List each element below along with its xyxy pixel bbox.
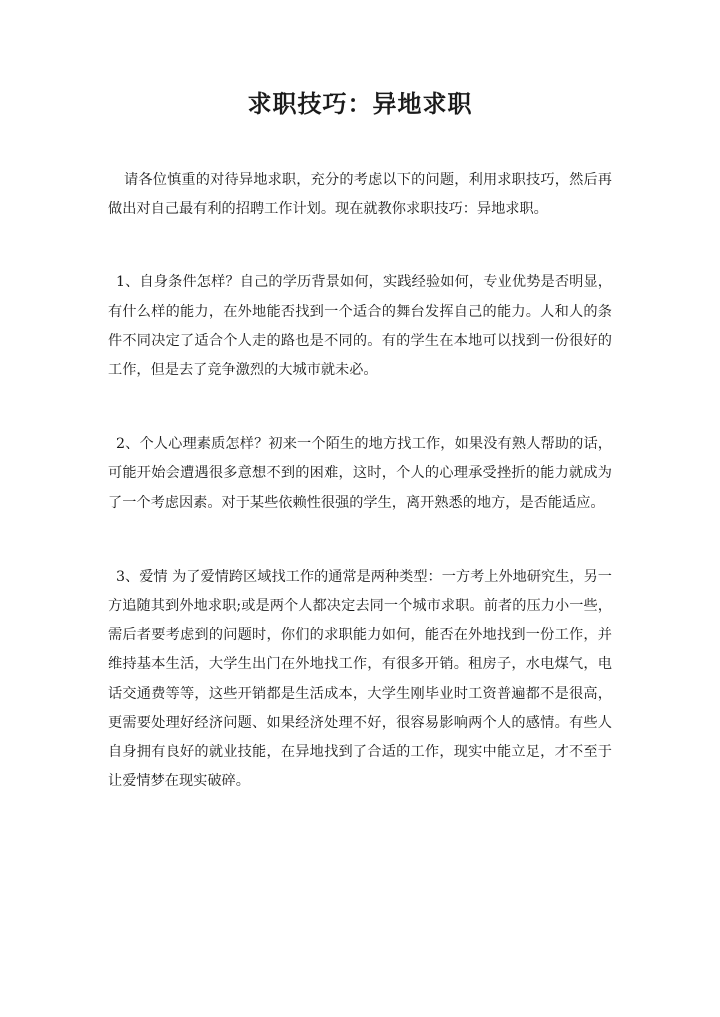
section-paragraph-1: 1、自身条件怎样？自己的学历背景如何，实践经验如何，专业优势是否明显，有什么样的能力，在外地能否找到一个适合的舞台发挥自己的能力。人和人的条件不同决定了适合个人走的路也是不同的。有的学生在本地可以找到一份很好的工作，但是去了竞争激烈的大城市就未必。 — [108, 274, 612, 379]
intro-paragraph: 请各位慎重的对待异地求职，充分的考虑以下的问题，利用求职技巧，然后再做出对自己最有利的招聘工作计划。现在就教你求职技巧：异地求职。 — [108, 172, 612, 218]
section-paragraph-3: 3、爱情 为了爱情跨区域找工作的通常是两种类型：一方考上外地研究生，另一方追随其到外地求职;或是两个人都决定去同一个城市求职。前者的压力小一些，需后者要考虑到的问题时，你们的求职能力如何，能否在外地找到一份工作，并维持基本生活，大学生出门在外地找工作，有很多开销。租房子，水电煤气，电话交通费等等，这些开销都是生活成本，大学生刚毕业时工资普遍都不是很高，更需要处理好经济问题、如果经济处理不好，很容易影响两个人的感情。有些人自身拥有良好的就业技能，在异地找到了合适的工作，现实中能立足，才不至于让爱情梦在现实破碎。 — [108, 568, 612, 790]
document-title: 求职技巧：异地求职 — [247, 89, 473, 118]
document-page — [108, 80, 612, 796]
section-paragraph-2: 2、个人心理素质怎样？初来一个陌生的地方找工作，如果没有熟人帮助的话，可能开始会遭遇很多意想不到的困难，这时，个人的心理承受挫折的能力就成为了一个考虑因素。对于某些依赖性很强的学生，离开熟悉的地方，是否能适应。 — [108, 436, 612, 511]
